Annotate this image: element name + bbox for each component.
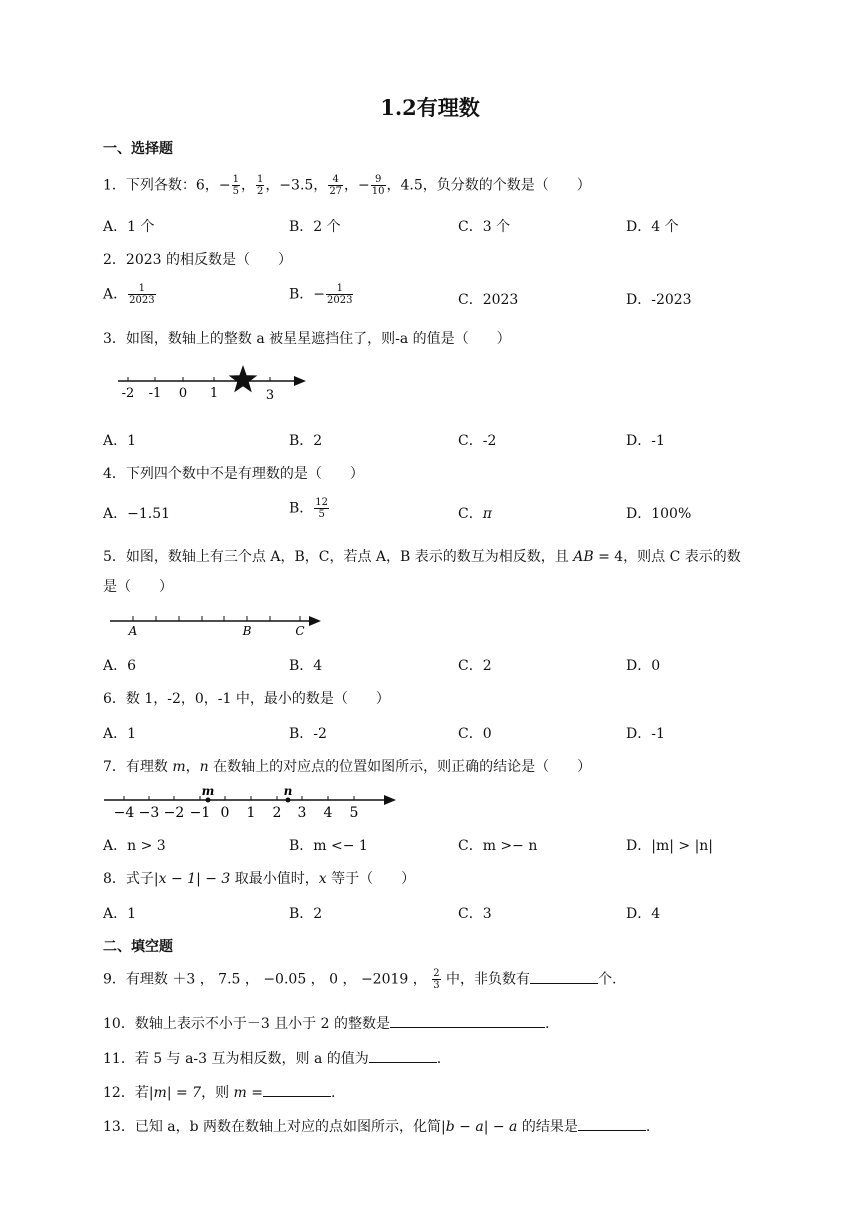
- axis-arrow: [384, 795, 396, 805]
- answer-blank: [263, 1082, 331, 1097]
- tick-label: 2: [272, 805, 282, 821]
- q3-option-a: A．1: [103, 433, 137, 449]
- tick-label: -1: [148, 386, 162, 401]
- fraction: $\frac{1}{5}$: [232, 174, 239, 197]
- q5-option-c: C．2: [458, 658, 492, 674]
- q7-number-line: [100, 784, 400, 822]
- q8-option-c: C．3: [458, 906, 492, 922]
- q2-option-a: A． $\frac{1}{2023}$: [103, 283, 155, 306]
- question-13: 13．已知 a，b 两数在数轴上对应的点如图所示，化简|b − a| − a 的结果是 .: [103, 1116, 650, 1136]
- section-heading-choice: 一、选择题: [103, 141, 173, 157]
- tick-label: −1: [189, 805, 211, 821]
- axis-arrow: [309, 616, 321, 626]
- question-5-line-1: 5．如图，数轴上有三个点 A，B，C，若点 A，B 表示的数互为相反数，且 AB = 4，则点 C 表示的数: [103, 549, 741, 565]
- q6-option-b: B．-2: [289, 726, 327, 742]
- question-10: 10．数轴上表示不小于－3 且小于 2 的整数是 .: [103, 1013, 549, 1033]
- question-4: 4．下列四个数中不是有理数的是（ ）: [103, 466, 364, 482]
- q3-option-b: B．2: [289, 433, 323, 449]
- q8-option-b: B．2: [289, 906, 323, 922]
- point-n: [286, 798, 291, 803]
- question-11: 11．若 5 与 a-3 互为相反数，则 a 的值为 .: [103, 1048, 441, 1068]
- tick-label: 0: [220, 805, 230, 821]
- point-label-m: m: [201, 784, 215, 798]
- tick-label: 3: [265, 388, 275, 403]
- star-icon: [229, 365, 258, 392]
- tick-label: 1: [246, 805, 256, 821]
- q5-option-d: D．0: [626, 658, 661, 674]
- q5-option-a: A．6: [103, 658, 137, 674]
- question-8: 8．式子|x − 1| − 3 取最小值时，x 等于（ ）: [103, 871, 416, 887]
- q4-option-c: C．π: [458, 506, 492, 522]
- answer-blank: [369, 1048, 437, 1063]
- tick-label: −2: [163, 805, 185, 821]
- q5-number-line: [106, 610, 328, 642]
- q4-option-a: A．−1.51: [103, 506, 171, 522]
- fraction: $\frac{9}{10}$: [371, 174, 385, 197]
- q7-option-b: B．m <− 1: [289, 838, 368, 854]
- section-heading-fill: 二、填空题: [103, 939, 173, 955]
- answer-blank: [578, 1116, 646, 1131]
- fraction: $\frac{4}{27}$: [329, 174, 343, 197]
- q2-option-d: D．-2023: [626, 292, 692, 308]
- q3-number-line: [110, 362, 315, 404]
- q3-option-c: C．-2: [458, 433, 497, 449]
- q4-option-b: B． $\frac{12}{5}$: [289, 497, 329, 520]
- q6-option-d: D．-1: [626, 726, 665, 742]
- q1-option-d: D．4 个: [626, 219, 679, 235]
- q5-option-b: B．4: [289, 658, 323, 674]
- q3-option-d: D．-1: [626, 433, 665, 449]
- q1-option-c: C．3 个: [458, 219, 511, 235]
- q1-option-b: B．2 个: [289, 219, 341, 235]
- point-label-a: A: [128, 624, 138, 638]
- question-9: 9．有理数 ＋3 ， 7.5 ， −0.05 ， 0 ， −2019 ， $\frac{2}{3}$ 中，非负数有 个.: [103, 968, 617, 991]
- page-title: 1.2有理数: [380, 95, 480, 120]
- tick-label: −3: [138, 805, 160, 821]
- question-7: 7．有理数 m，n 在数轴上的对应点的位置如图所示，则正确的结论是（ ）: [103, 759, 592, 775]
- q7-option-a: A．n > 3: [103, 838, 166, 854]
- question-6: 6．数 1，-2，0，-1 中，最小的数是（ ）: [103, 691, 390, 707]
- tick-label: −4: [113, 805, 135, 821]
- point-label-b: B: [242, 624, 252, 638]
- q8-option-a: A．1: [103, 906, 137, 922]
- tick-label: 1: [209, 386, 219, 401]
- axis-arrow: [294, 376, 306, 386]
- answer-blank: [530, 969, 598, 984]
- q7-option-c: C．m >− n: [458, 838, 538, 854]
- question-2: 2．2023 的相反数是（ ）: [103, 252, 292, 268]
- fraction: $\frac{1}{2}$: [256, 174, 264, 197]
- q4-option-d: D．100%: [626, 506, 692, 522]
- tick-label: 3: [297, 805, 307, 821]
- q2-option-c: C．2023: [458, 292, 519, 308]
- point-label-n: n: [283, 784, 293, 798]
- q8-option-d: D．4: [626, 906, 661, 922]
- question-5-line-2: 是（ ）: [103, 579, 173, 595]
- point-m: [206, 798, 211, 803]
- q7-option-d: D．|m| > |n|: [626, 838, 714, 854]
- q2-option-b: B．− $\frac{1}{2023}$: [289, 283, 353, 306]
- q6-option-c: C．0: [458, 726, 492, 742]
- tick-label: 5: [349, 805, 359, 821]
- tick-label: 4: [323, 805, 333, 821]
- q1-option-a: A．1 个: [103, 219, 155, 235]
- answer-blank: [390, 1013, 545, 1028]
- q6-option-a: A．1: [103, 726, 137, 742]
- question-1: 1．下列各数：6，− $\frac{1}{5}$ ， $\frac{1}{2}$ ，−3.5， $\frac{4}{27}$ ，− $\frac{9}{10}$ ，4.5，负分数的个数是（ ）: [103, 174, 591, 197]
- tick-label: 0: [178, 386, 188, 401]
- tick-label: -2: [121, 386, 135, 401]
- point-label-c: C: [295, 624, 305, 638]
- question-12: 12．若|m| = 7，则 m = .: [103, 1082, 335, 1102]
- question-3: 3．如图，数轴上的整数 a 被星星遮挡住了，则-a 的值是（ ）: [103, 331, 511, 347]
